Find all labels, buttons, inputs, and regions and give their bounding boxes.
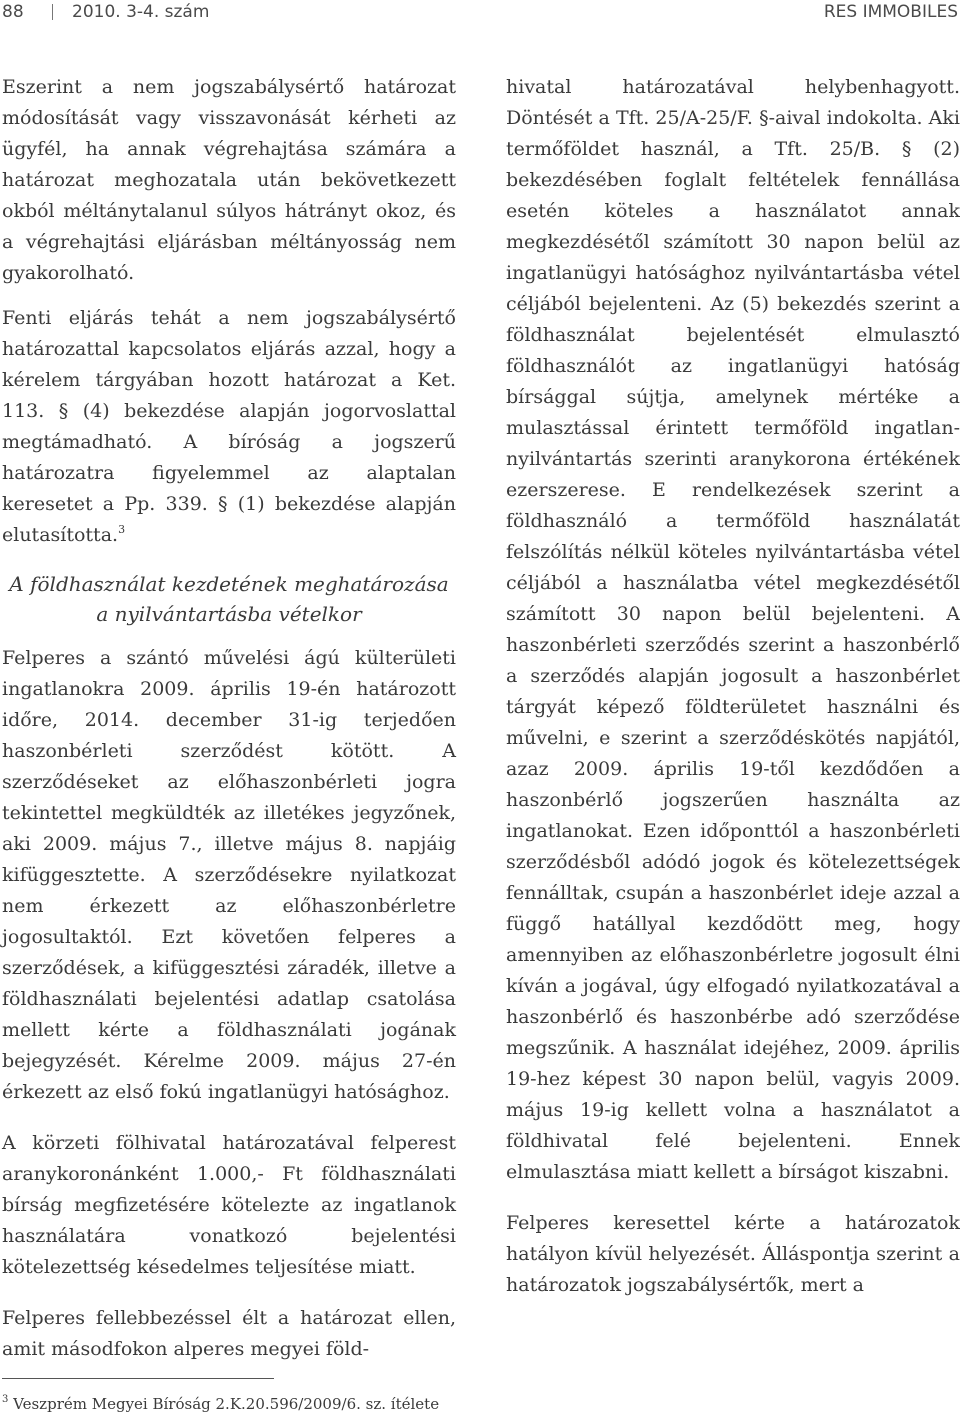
issue-label: 2010. 3-4. szám — [72, 2, 210, 22]
paragraph: Felperes a szántó művelési ágú külterületi ingatlanokra 2009. április 19-én határozott időre, 2014. december 31-ig terjedően haszonbérleti szerződést kötött. A szerződéseket az előhaszonbérleti jogra tekintettel megküldték az illetékes jegyzőnek, aki 2009. május 7., illetve május 8. napjáig kifüggesztette. A szerződésekre nyilatkozat nem érkezett az előhaszonbérletre jogosultaktól. Ezt követően felperes a szerződések, a kifüggesztési záradék, illetve a földhasználati bejelentési adatlap csatolása mellett kérte a földhasználati jogának bejegyzését. Kérelme 2009. május 27-én érkezett az első fokú ingatlanügyi hatósághoz. — [2, 647, 456, 1103]
journal-title: RES IMMOBILES — [823, 2, 958, 22]
paragraph-text: Fenti eljárás tehát a nem jogszabálysértő határozattal kapcsolatos eljárás azzal, hogy a kérelem tárgyában hozott határozat a Ket. 113. § (4) bekezdése alapján jogorvoslattal megtámadható. A bíróság a jogszerű határozatra figyelemmel az alaptalan keresetet a Pp. 339. § (1) bekezdése alapján elutasította. — [2, 307, 456, 546]
paragraph: Eszerint a nem jogszabálysértő határozat módosítását vagy visszavonását kérheti az ügyfél, ha annak végrehajtása számára a határozat meghozatala után bekövetkezett okból méltánytalanul súlyos hátrányt okoz, és a végrehajtási eljárásban méltányosság nem gyakorolható. — [2, 76, 456, 284]
paragraph: A körzeti fölhivatal határozatával felperest aranykoronánként 1.000,- Ft földhasználati bírság megfizetésére kötelezte az ingatlanok használatára vonatkozó bejelentési kötelezettség késedelmes teljesítése miatt. — [2, 1132, 456, 1278]
footnote-number: 3 — [2, 1394, 9, 1405]
right-column — [506, 72, 960, 1301]
footnote-ref[interactable]: 3 — [118, 523, 126, 536]
footnote-text: Veszprém Megyei Bíróság 2.K.20.596/2009/6. sz. ítélete — [13, 1395, 440, 1413]
footnote-divider — [2, 1378, 274, 1379]
left-column — [2, 72, 456, 1365]
paragraph: Felperes fellebbezéssel élt a határozat ellen, amit másodfokon alperes megyei föld- — [2, 1307, 456, 1360]
paragraph: Felperes keresettel kérte a határozatok hatályon kívül helyezését. Álláspontja szerint a határozatok jogszabálysértők, mert a — [506, 1212, 960, 1296]
page-number: 88 — [2, 2, 24, 22]
paragraph: hivatal határozatával helybenhagyott. Döntését a Tft. 25/A-25/F. §-aival indokolta. Aki termőföldet használ, a Tft. 25/B. § (2) bekezdésében foglalt feltételek fennállása esetén köteles a használatot annak megkezdésétől számított 30 napon belül az ingatlanügyi hatósághoz nyilvántartásba vétel céljából bejelenteni. Az (5) bekezdés szerint a földhasználat bejelentését elmulasztó földhasználót az ingatlanügyi hatóság bírsággal sújtja, amelynek mértéke a mulasztással érintett termőföld ingatlan-nyilvántartás szerinti aranykorona értékének ezerszerese. E rendelkezések szerint a földhasználó a termőföld használatát felszólítás nélkül köteles nyilvántartásba vétel céljából a használatba vétel megkezdésétől számított 30 napon belül bejelenteni. A haszonbérleti szerződés szerint a haszonbérlő a szerződés alapján jogosult a haszonbérlet tárgyát képező földterületet használni és művelni, e szerint a szerződéskötés napjától, azaz 2009. április 19-től kezdődően a haszonbérlő jogszerűen használta az ingatlanokat. Ezen időponttól a haszonbérleti szerződésből adódó jogok és kötelezettségek fennálltak, csupán a haszonbérlet ideje azzal a függő hatállyal kezdődött meg, hogy amennyiben az előhaszonbérletre jogosult élni kíván a jogával, úgy elfogadó nyilatkozatával a haszonbérlő és haszonbérbe adó szerződése megszűnik. A használat idejéhez, 2009. április 19-hez képest 30 napon belül, vagyis 2009. május 19-ig kellett volna a használatot a földhivatal felé bejelenteni. Ennek elmulasztása miatt kellett a bírságot kiszabni. — [506, 76, 960, 1183]
footnote — [2, 1394, 602, 1414]
page-header — [0, 0, 960, 24]
paragraph — [2, 303, 456, 551]
header-separator — [52, 4, 53, 20]
section-heading: A földhasználat kezdetének meghatározása a nyilvántartásba vételkor — [9, 572, 449, 626]
